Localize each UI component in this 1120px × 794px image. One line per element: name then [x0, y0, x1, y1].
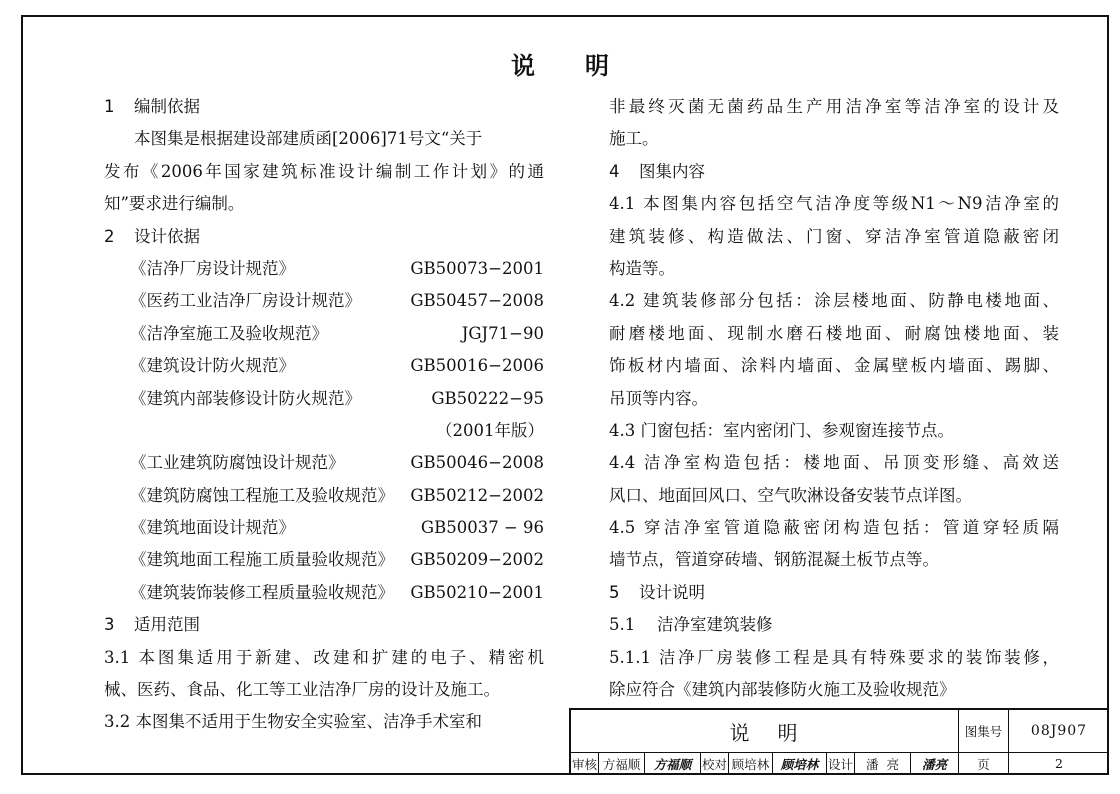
text-line: 5.1 洁净室建筑装修	[609, 615, 773, 635]
text-line: 本图集是根据建设部建质函[2006]71号文“关于	[134, 129, 483, 149]
text-line: 饰板材内墙面、涂料内墙面、金属壁板内墙面、踢脚、	[609, 356, 1059, 376]
text-line: 3.1 本图集适用于新建、改建和扩建的电子、精密机	[104, 647, 544, 667]
text-line: 5.1.1 洁净厂房装修工程是具有特殊要求的装饰装修，	[609, 647, 1059, 667]
text-line: 4.2 建筑装修部分包括：涂层楼地面、防静电楼地面、	[609, 291, 1059, 311]
standard-code: GB50046−2008	[410, 453, 544, 473]
standard-code: GB50037 − 96	[420, 518, 544, 538]
section-title: 图集内容	[639, 161, 705, 181]
standard-name: 《工业建筑防腐蚀设计规范》	[130, 453, 345, 473]
text-line: 施工。	[609, 129, 659, 149]
text-line: 墙节点，管道穿砖墙、钢筋混凝土板节点等。	[609, 550, 939, 570]
text-line: （2001年版）	[436, 420, 544, 440]
standard-name: 《建筑防腐蚀工程施工及验收规范》	[130, 485, 394, 505]
text-line: 建筑装修、构造做法、门窗、穿洁净室管道隐蔽密闭	[609, 226, 1059, 246]
section-title: 适用范围	[134, 615, 200, 635]
review-label: 审核	[571, 752, 599, 775]
standard-code: JGJ71−90	[461, 323, 544, 343]
standard-name: 《建筑内部装修设计防火规范》	[130, 388, 361, 408]
text-line: 吊顶等内容。	[609, 388, 708, 408]
reviewer-name: 方福顺	[599, 752, 645, 775]
standard-name: 《建筑地面工程施工质量验收规范》	[130, 550, 394, 570]
reviewer-signature: 方福顺	[645, 752, 701, 775]
standard-entry	[104, 253, 544, 285]
text-line: 4.3 门窗包括：室内密闭门、参观窗连接节点。	[609, 420, 954, 440]
text-line: 知”要求进行编制。	[104, 194, 245, 214]
standard-entry	[104, 383, 544, 415]
title-block-title	[571, 710, 959, 752]
standard-name: 《建筑地面设计规范》	[130, 518, 295, 538]
checker-signature: 顾培林	[773, 752, 827, 775]
right-column	[609, 91, 1059, 706]
section-heading	[609, 577, 1059, 609]
standard-name: 《建筑设计防火规范》	[130, 356, 295, 376]
section-number: 3	[104, 615, 115, 635]
standard-code: GB50209−2002	[410, 550, 544, 570]
text-line: 发布《2006年国家建筑标准设计编制工作计划》的通	[104, 161, 544, 181]
text-line: 构造等。	[609, 258, 675, 278]
section-heading	[104, 221, 544, 253]
checker-name: 顾培林	[729, 752, 773, 775]
section-number: 4	[609, 161, 620, 181]
standard-name: 《医药工业洁净厂房设计规范》	[130, 291, 361, 311]
title-block-row-bottom	[571, 752, 1109, 775]
title-block-title-right: 明	[777, 720, 800, 745]
left-column	[104, 91, 544, 739]
check-label: 校对	[701, 752, 729, 775]
section-number: 5	[609, 582, 620, 602]
text-line: 风口、地面回风口、空气吹淋设备安装节点详图。	[609, 485, 972, 505]
text-line: 4.5 穿洁净室管道隐蔽密闭构造包括：管道穿轻质隔	[609, 518, 1059, 538]
section-title: 设计说明	[639, 582, 705, 602]
title-block-row-top	[571, 710, 1109, 753]
standard-entry	[104, 512, 544, 544]
text-line: 3.2 本图集不适用于生物安全实验室、洁净手术室和	[104, 712, 482, 732]
standard-entry	[104, 577, 544, 609]
standard-entry	[104, 318, 544, 350]
standard-entry	[104, 480, 544, 512]
section-title: 编制依据	[134, 97, 200, 116]
standard-entry	[104, 285, 544, 317]
standard-code: GB50016−2006	[410, 356, 544, 376]
standard-name: 《洁净厂房设计规范》	[130, 258, 295, 278]
section-number: 2	[104, 226, 115, 246]
standard-entry	[104, 447, 544, 479]
section-heading	[104, 91, 544, 123]
standard-name: 《建筑装饰装修工程质量验收规范》	[130, 582, 394, 602]
page-title-left: 说	[511, 52, 535, 80]
standard-code: GB50222−95	[431, 388, 544, 408]
title-block	[569, 708, 1109, 775]
section-heading	[609, 156, 1059, 188]
section-heading	[104, 609, 544, 641]
standard-code: GB50073−2001	[410, 258, 544, 278]
title-block-title-left: 说	[729, 720, 752, 745]
standard-code: GB50457−2008	[410, 291, 544, 311]
text-line: 除应符合《建筑内部装修防火施工及验收规范》	[609, 680, 956, 700]
page-label: 页	[959, 752, 1009, 775]
designer-name: 潘 亮	[855, 752, 911, 775]
section-number: 1	[104, 97, 115, 116]
text-line: 4.1 本图集内容包括空气洁净度等级N1～N9洁净室的	[609, 194, 1059, 214]
standard-code: GB50210−2001	[410, 582, 544, 602]
text-line: 耐磨楼地面、现制水磨石楼地面、耐腐蚀楼地面、装	[609, 323, 1059, 343]
section-title: 设计依据	[134, 226, 200, 246]
page-title-right: 明	[585, 52, 609, 80]
atlas-number: 08J907	[1030, 723, 1088, 739]
page-number: 2	[1055, 756, 1063, 771]
standard-code: GB50212−2002	[410, 485, 544, 505]
text-line: 4.4 洁净室构造包括：楼地面、吊顶变形缝、高效送	[609, 453, 1059, 473]
atlas-label: 图集号	[959, 710, 1009, 752]
standard-entry	[104, 350, 544, 382]
standard-name: 《洁净室施工及验收规范》	[130, 323, 328, 343]
text-line: 械、医药、食品、化工等工业洁净厂房的设计及施工。	[104, 680, 500, 700]
designer-signature: 潘亮	[911, 752, 959, 775]
text-line: 非最终灭菌无菌药品生产用洁净室等洁净室的设计及	[609, 97, 1059, 116]
standard-entry	[104, 544, 544, 576]
design-label: 设计	[827, 752, 855, 775]
page-title	[0, 46, 1120, 81]
